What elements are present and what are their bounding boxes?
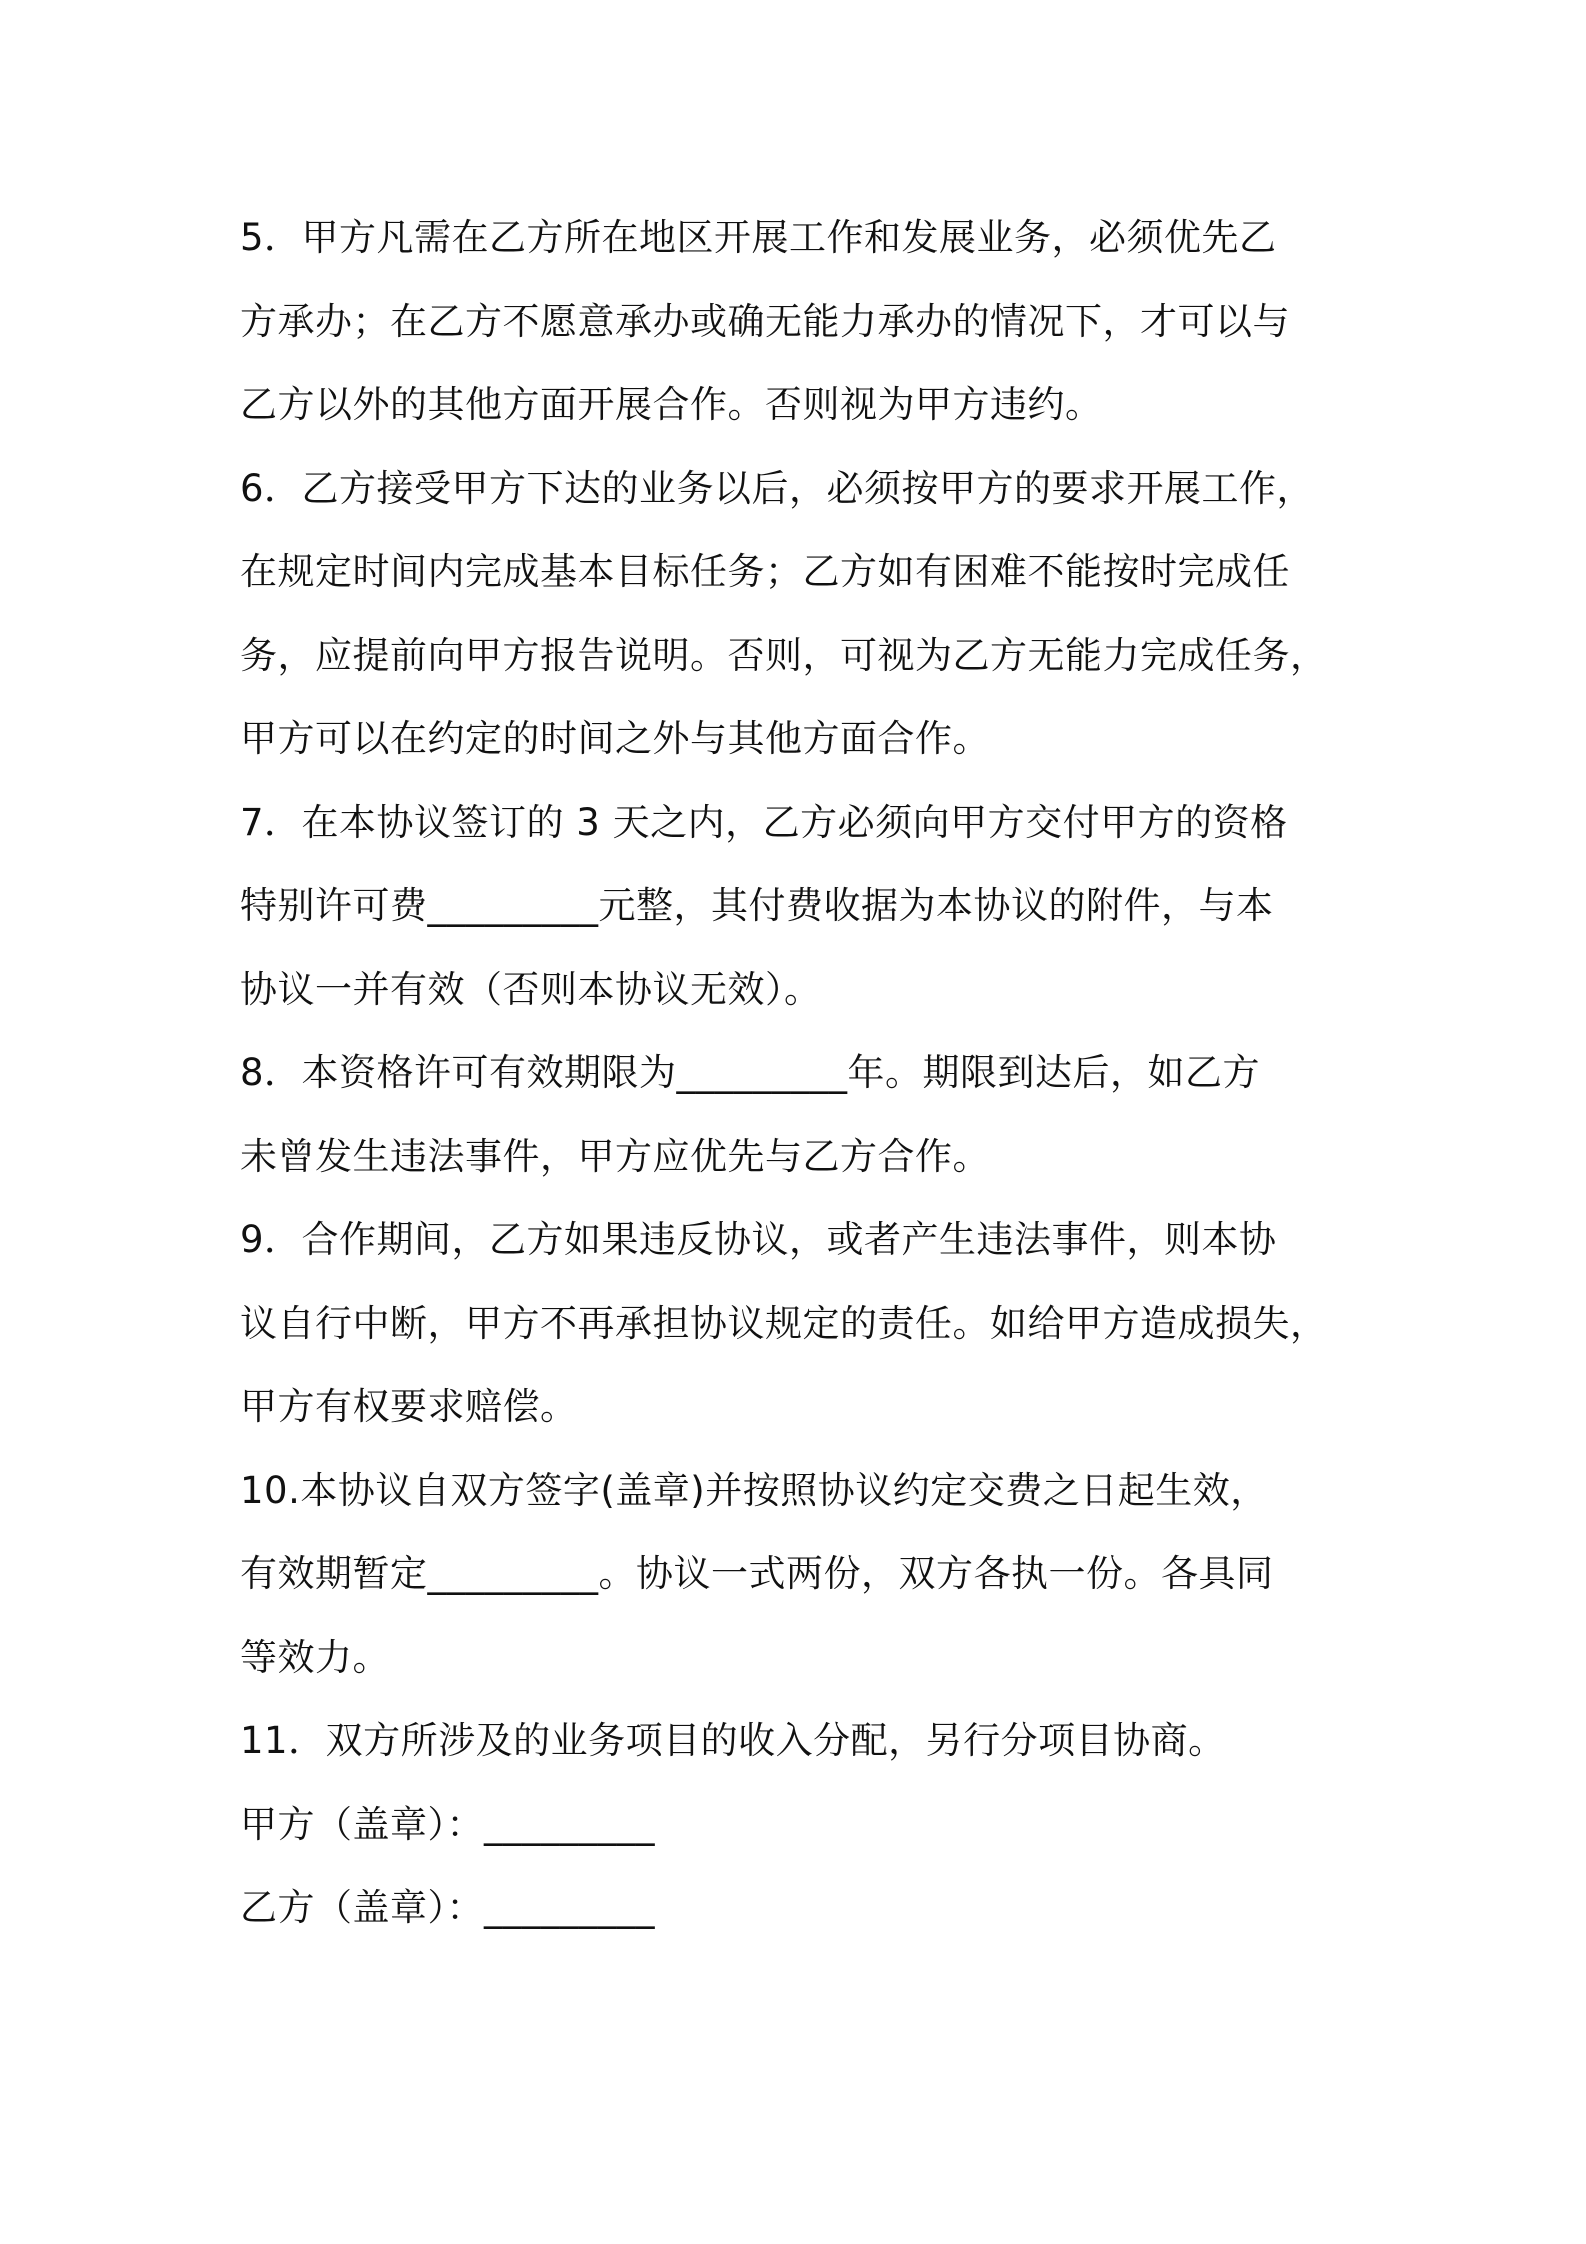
- clause-9-line-1: 9．合作期间，乙方如果违反协议，或者产生违法事件，则本协: [240, 1218, 1277, 1261]
- clause-7-line-1: 7．在本协议签订的 3 天之内，乙方必须向甲方交付甲方的资格: [240, 800, 1288, 844]
- clause-6-line-2: 在规定时间内完成基本目标任务；乙方如有困难不能按时完成任: [240, 550, 1290, 593]
- clause-8-line-1: 8．本资格许可有效期限为_________年。期限到达后，如乙方: [240, 1051, 1261, 1094]
- clause-6-line-1: 6．乙方接受甲方下达的业务以后，必须按甲方的要求开展工作，: [240, 466, 1315, 510]
- clause-5-line-2: 方承办；在乙方不愿意承办或确无能力承办的情况下，才可以与: [240, 299, 1290, 343]
- clause-9-line-2: 议自行中断，甲方不再承担协议规定的责任。如给甲方造成损失，: [240, 1301, 1328, 1345]
- clause-9-line-3: 甲方有权要求赔偿。: [240, 1385, 578, 1428]
- clause-10-line-3: 等效力。: [240, 1635, 390, 1679]
- clause-6-line-3: 务，应提前向甲方报告说明。否则，可视为乙方无能力完成任务，: [240, 633, 1328, 677]
- clause-5-line-3: 乙方以外的其他方面开展合作。否则视为甲方违约。: [240, 383, 1103, 426]
- clause-11-line-1: 11．双方所涉及的业务项目的收入分配，另行分项目协商。: [240, 1719, 1226, 1762]
- clause-7-line-3: 协议一并有效（否则本协议无效）。: [240, 967, 822, 1011]
- clause-6-line-4: 甲方可以在约定的时间之外与其他方面合作。: [240, 717, 990, 760]
- clause-7-line-2: 特别许可费_________元整，其付费收据为本协议的附件，与本: [240, 884, 1274, 927]
- document-body: [240, 196, 1360, 1950]
- clause-8-line-2: 未曾发生违法事件，甲方应优先与乙方合作。: [240, 1134, 990, 1178]
- party-a-signature-line: 甲方（盖章）：_________: [240, 1802, 655, 1846]
- clause-10-line-2: 有效期暂定_________。协议一式两份，双方各执一份。各具同: [240, 1552, 1274, 1595]
- party-b-signature-line: 乙方（盖章）：_________: [240, 1886, 655, 1929]
- clause-5-line-1: 5．甲方凡需在乙方所在地区开展工作和发展业务，必须优先乙: [240, 216, 1277, 259]
- clause-10-line-1: 10.本协议自双方签字(盖章)并按照协议约定交费之日起生效，: [240, 1468, 1268, 1512]
